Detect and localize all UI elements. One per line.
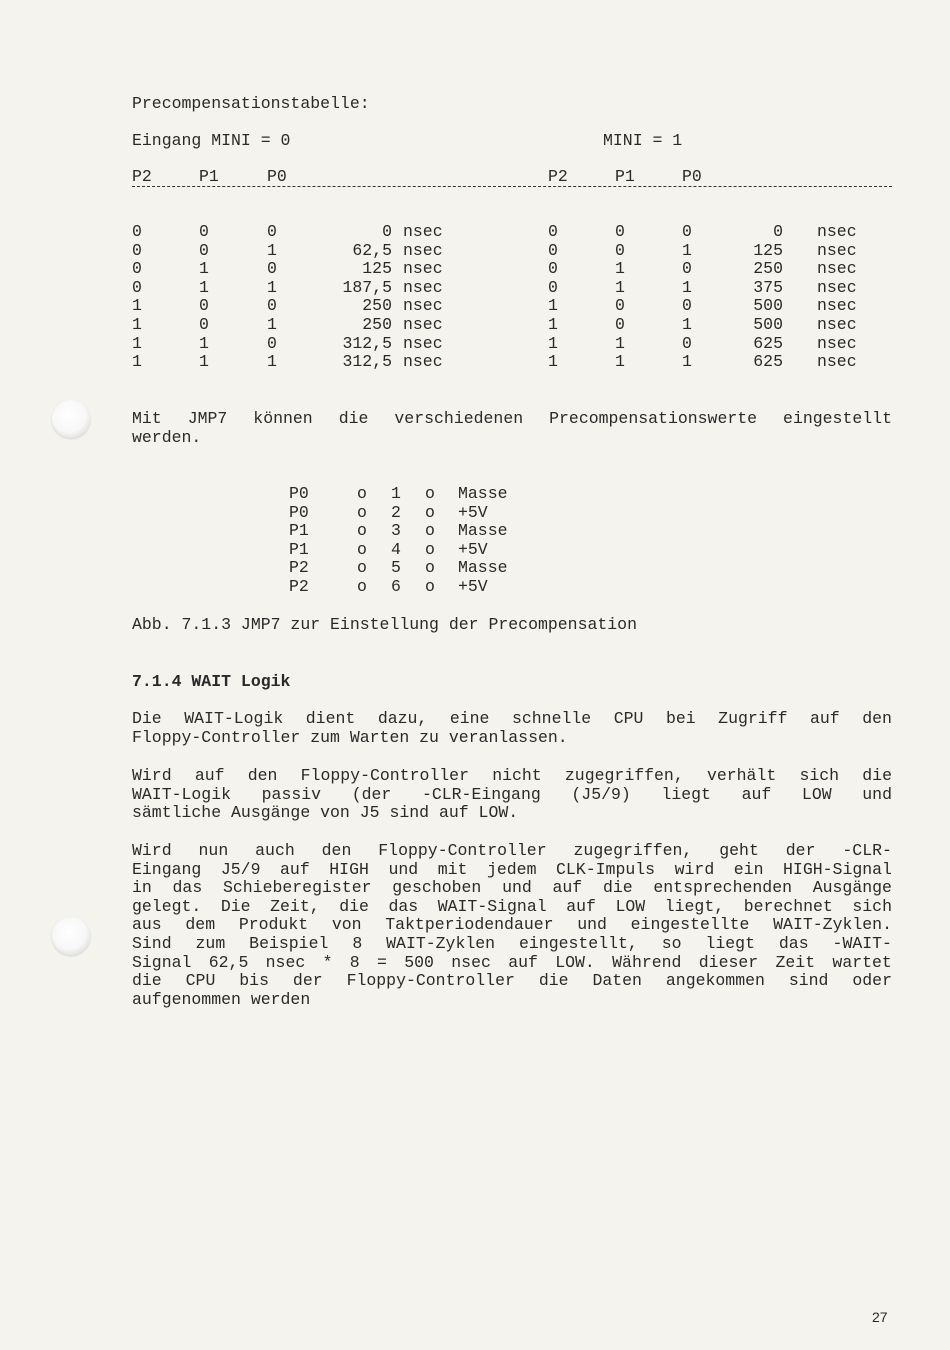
table-cell: 1 (199, 277, 209, 297)
time-value: 312,5 (342, 352, 392, 372)
jumper-pin-number: 3 (391, 521, 401, 541)
time-value: 312,5 (342, 333, 392, 353)
table-cell: 0 (132, 240, 142, 260)
text-line: Wird nun auch den Floppy-Controller zugegriffen, geht der -CLR- (132, 841, 892, 860)
page-number: 27 (872, 1309, 888, 1325)
jumper-pin-dot: o (425, 521, 435, 541)
punch-hole-upper (52, 400, 90, 438)
table-cell: 1 (615, 352, 625, 372)
time-value: 250 (362, 296, 392, 316)
jumper-pin-dot: o (357, 577, 367, 596)
table-cell: 0 (132, 277, 142, 297)
jumper-signal: P0 (289, 502, 309, 522)
table-cell: 0 (682, 259, 692, 279)
table-cell: 1 (615, 333, 625, 353)
text-line: WAIT-Logik passiv (der -CLR-Eingang (J5/9) liegt auf LOW und (132, 784, 892, 804)
table-cell: 1 (199, 352, 209, 372)
jumper-pin-dot: o (425, 502, 435, 522)
time-unit: nsec (403, 296, 443, 316)
time-value: 500 (753, 315, 783, 334)
time-value: 0 (382, 222, 392, 241)
text-line: werden. (132, 427, 202, 447)
jumper-pin-dot: o (425, 484, 435, 503)
table-cell: 1 (199, 333, 209, 353)
table-cell: 0 (682, 333, 692, 353)
col-header-left-p2: P2 (132, 167, 152, 186)
jumper-signal: P0 (289, 484, 309, 503)
table-cell: 0 (615, 315, 625, 334)
jumper-pin-number: 5 (391, 558, 401, 578)
text-line: Eingang J5/9 auf HIGH und mit jedem CLK-Impuls wird ein HIGH-Signal (132, 859, 892, 879)
jumper-pin-dot: o (357, 521, 367, 541)
jumper-pin-dot: o (425, 577, 435, 596)
text-line: Signal 62,5 nsec * 8 = 500 nsec auf LOW. Während dieser Zeit wartet (132, 952, 892, 972)
table-cell: 1 (267, 352, 277, 372)
jumper-pin-number: 1 (391, 484, 401, 503)
table-cell: 1 (682, 277, 692, 297)
paragraph-wait-active (132, 842, 892, 1009)
time-unit: nsec (403, 315, 443, 334)
jumper-pin-dot: o (425, 539, 435, 559)
table-divider (132, 186, 892, 187)
time-unit: nsec (817, 277, 857, 297)
paragraph-wait-passive (132, 767, 892, 823)
text-line: aufgenommen werden (132, 989, 311, 1009)
table-cell: 1 (199, 259, 209, 279)
time-value: 125 (362, 259, 392, 279)
time-unit: nsec (403, 222, 443, 241)
jumper-pin-dot: o (425, 558, 435, 578)
jumper-label: Masse (458, 558, 508, 578)
jumper-pin-dot: o (357, 484, 367, 503)
jumper-pin-number: 2 (391, 502, 401, 522)
table-cell: 1 (267, 240, 277, 260)
time-value: 250 (753, 259, 783, 279)
jumper-label: +5V (458, 577, 488, 596)
jumper-label: +5V (458, 539, 488, 559)
table-cell: 0 (615, 296, 625, 316)
paragraph-jmp7-intro (132, 410, 892, 447)
figure-caption: Abb. 7.1.3 JMP7 zur Einstellung der Precompensation (132, 615, 637, 634)
col-header-left-p1: P1 (199, 167, 219, 186)
time-value: 125 (753, 240, 783, 260)
time-unit: nsec (817, 352, 857, 372)
table-cell: 0 (199, 296, 209, 316)
time-unit: nsec (817, 240, 857, 260)
table-cell: 0 (682, 222, 692, 241)
table-cell: 1 (267, 277, 277, 297)
table-cell: 0 (267, 222, 277, 241)
time-value: 375 (753, 277, 783, 297)
table-cell: 0 (548, 222, 558, 241)
time-unit: nsec (817, 296, 857, 316)
table-cell: 0 (267, 333, 277, 353)
punch-hole-lower (52, 917, 90, 955)
time-unit: nsec (403, 259, 443, 279)
table-cell: 1 (132, 296, 142, 316)
text-line: in das Schieberegister geschoben und auf die entsprechenden Ausgänge (132, 878, 892, 898)
jumper-signal: P2 (289, 558, 309, 578)
table-cell: 0 (199, 240, 209, 260)
table-cell: 1 (548, 296, 558, 316)
time-unit: nsec (817, 315, 857, 334)
text-line: sämtliche Ausgänge von J5 sind auf LOW. (132, 803, 519, 823)
time-unit: nsec (403, 352, 443, 372)
table-cell: 1 (682, 240, 692, 260)
table-cell: 1 (548, 352, 558, 372)
col-header-left-p0: P0 (267, 167, 287, 186)
table-cell: 0 (615, 240, 625, 260)
text-line: Mit JMP7 können die verschiedenen Precompensationswerte eingestellt (132, 409, 892, 428)
table-cell: 1 (615, 277, 625, 297)
col-header-right-p2: P2 (548, 167, 568, 186)
col-header-right-p1: P1 (615, 167, 635, 186)
text-line: Sind zum Beispiel 8 WAIT-Zyklen eingestellt, so liegt das -WAIT- (132, 933, 892, 953)
time-unit: nsec (403, 277, 443, 297)
jumper-signal: P2 (289, 577, 309, 596)
section-heading: 7.1.4 WAIT Logik (132, 672, 291, 691)
time-unit: nsec (817, 259, 857, 279)
table-cell: 1 (548, 333, 558, 353)
text-line: aus dem Produkt von Taktperiodendauer und eingestellte WAIT-Zyklen. (132, 915, 892, 935)
table-cell: 0 (199, 315, 209, 334)
jumper-signal: P1 (289, 521, 309, 541)
table-cell: 0 (199, 222, 209, 241)
col-header-right-p0: P0 (682, 167, 702, 186)
time-value: 625 (753, 352, 783, 372)
jumper-label: Masse (458, 521, 508, 541)
jumper-pin-number: 4 (391, 539, 401, 559)
header-mini-0: Eingang MINI = 0 (132, 131, 291, 150)
table-cell: 1 (267, 315, 277, 334)
table-cell: 0 (682, 296, 692, 316)
time-unit: nsec (403, 333, 443, 353)
table-cell: 0 (548, 277, 558, 297)
table-cell: 1 (682, 315, 692, 334)
table-cell: 0 (267, 259, 277, 279)
paragraph-wait-intro (132, 710, 892, 747)
table-cell: 0 (548, 259, 558, 279)
time-unit: nsec (403, 240, 443, 260)
table-cell: 1 (548, 315, 558, 334)
table-cell: 0 (132, 259, 142, 279)
table-cell: 1 (682, 352, 692, 372)
table-cell: 1 (132, 352, 142, 372)
time-value: 250 (362, 315, 392, 334)
table-cell: 0 (615, 222, 625, 241)
text-line: Floppy-Controller zum Warten zu veranlassen. (132, 727, 568, 747)
text-line: gelegt. Die Zeit, die das WAIT-Signal auf LOW liegt, berechnet sich (132, 896, 892, 916)
time-unit: nsec (817, 222, 857, 241)
table-cell: 0 (267, 296, 277, 316)
jumper-pin-number: 6 (391, 577, 401, 596)
table-cell: 0 (132, 222, 142, 241)
time-value: 625 (753, 333, 783, 353)
jumper-pin-dot: o (357, 558, 367, 578)
table-cell: 1 (615, 259, 625, 279)
time-value: 500 (753, 296, 783, 316)
time-value: 187,5 (342, 277, 392, 297)
time-unit: nsec (817, 333, 857, 353)
text-line: die CPU bis der Floppy-Controller die Daten angekommen sind oder (132, 971, 892, 991)
text-line: Wird auf den Floppy-Controller nicht zugegriffen, verhält sich die (132, 766, 892, 785)
jumper-pin-dot: o (357, 539, 367, 559)
jumper-label: +5V (458, 502, 488, 522)
header-mini-1: MINI = 1 (603, 131, 683, 150)
table-cell: 1 (132, 333, 142, 353)
jumper-label: Masse (458, 484, 508, 503)
text-line: Die WAIT-Logik dient dazu, eine schnelle CPU bei Zugriff auf den (132, 709, 892, 728)
page-title: Precompensationstabelle: (132, 94, 370, 113)
jumper-pin-dot: o (357, 502, 367, 522)
time-value: 0 (773, 222, 783, 241)
time-value: 62,5 (352, 240, 392, 260)
table-cell: 0 (548, 240, 558, 260)
table-cell: 1 (132, 315, 142, 334)
jumper-signal: P1 (289, 539, 309, 559)
